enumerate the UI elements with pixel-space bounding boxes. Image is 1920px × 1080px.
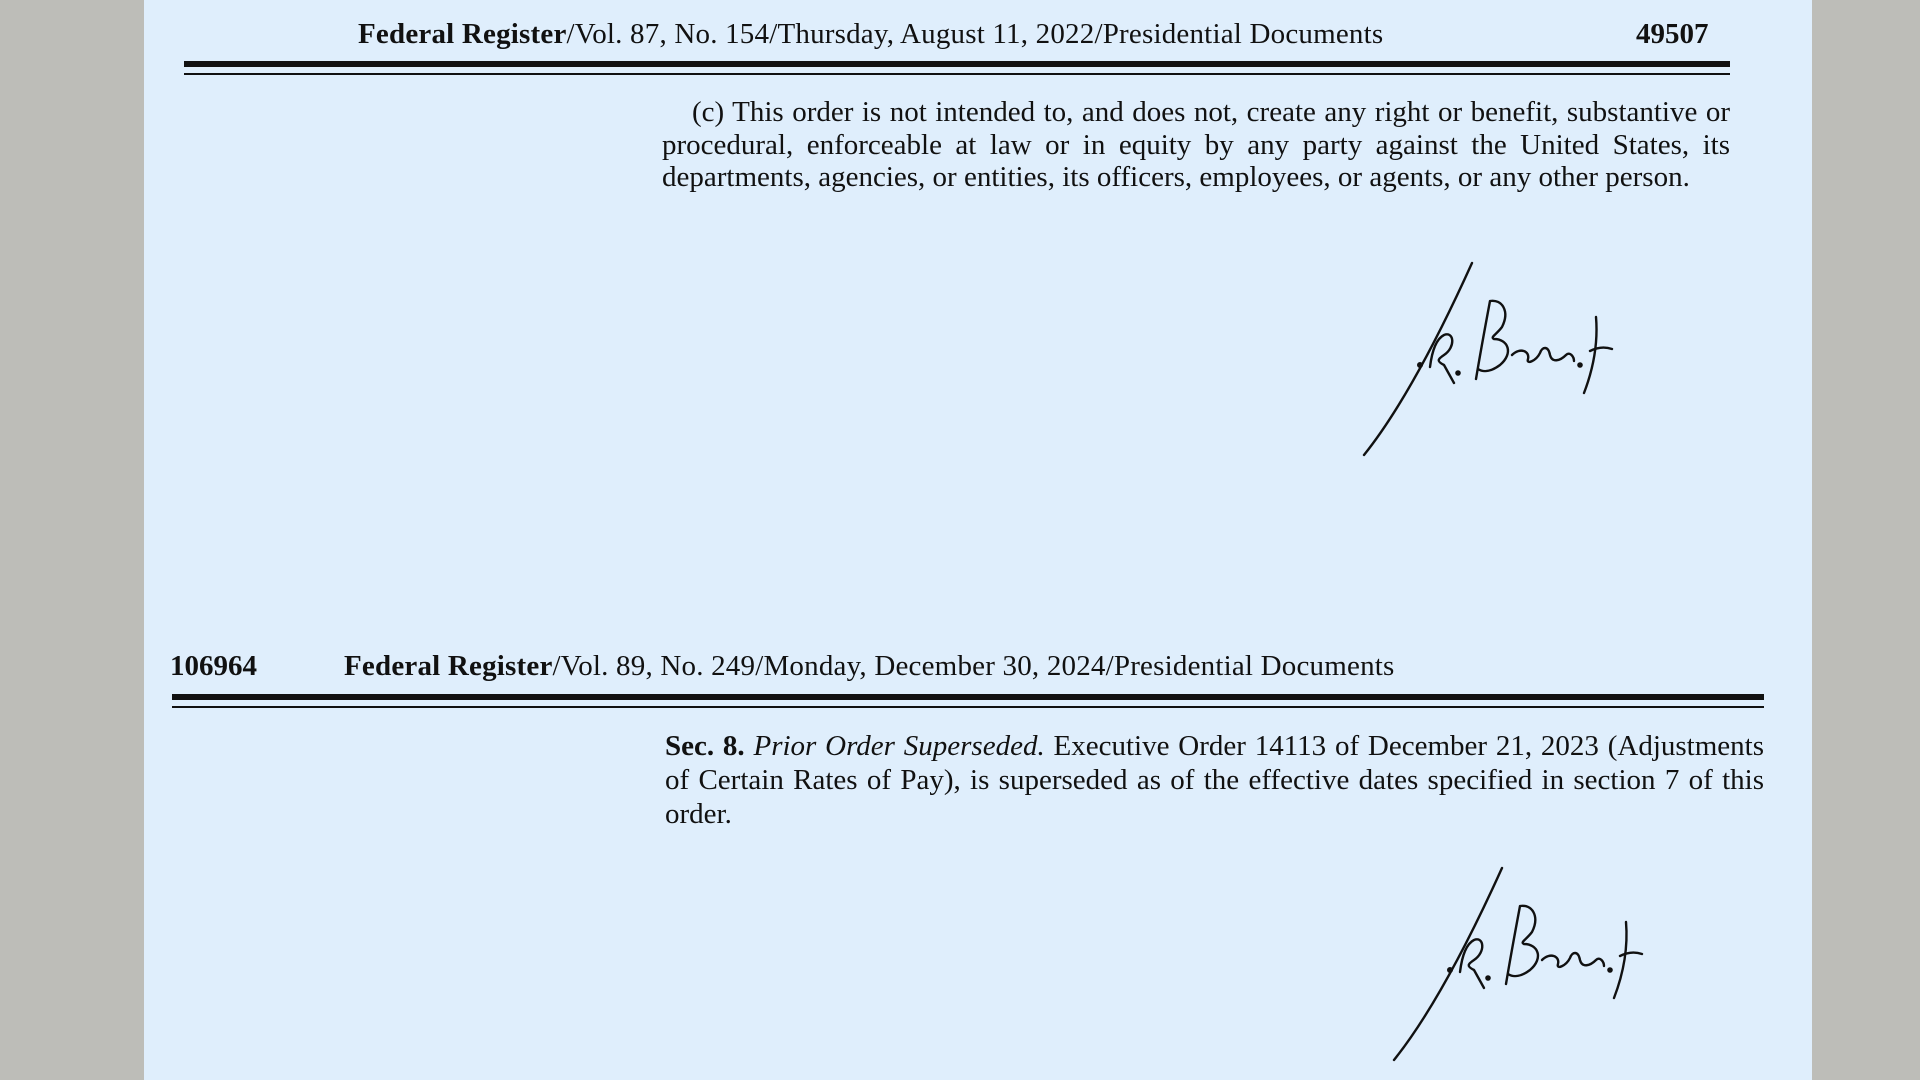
page2-header-details: /Vol. 89, No. 249/Monday, December 30, 2024/Presidential Documents [552, 650, 1395, 682]
page1-header-rule [184, 61, 1730, 67]
section-label: Sec. 8. [665, 730, 745, 762]
page1-header-details: /Vol. 87, No. 154/Thursday, August 11, 2022/Presidential Documents [566, 18, 1384, 50]
page1-header-rule-thin [184, 73, 1730, 75]
page2-header-rule [172, 694, 1764, 700]
page1-journal-name: Federal Register [358, 18, 567, 50]
page2-header [344, 650, 1395, 683]
page2-signature [1374, 860, 1654, 1075]
page1-header [358, 18, 1383, 51]
page2-section-8 [665, 729, 1764, 831]
section-text: Executive Order 14113 of December 21, 2023 (Adjustments of Certain Rates of Pay), is superseded as of the effective dates specified in section 7 of this order. [665, 730, 1765, 830]
page1-signature [1344, 255, 1624, 470]
page2-page-number: 106964 [170, 650, 257, 682]
document-page [144, 0, 1812, 1080]
page2-header-rule-thin [172, 706, 1764, 708]
section-title: Prior Order Superseded. [753, 730, 1045, 762]
page1-page-number: 49507 [1636, 18, 1709, 50]
page2-journal-name: Federal Register [344, 650, 553, 682]
page1-paragraph-c: (c) This order is not intended to, and does not, create any right or benefit, substantive or procedural, enforceable at law or in equity by any party against the United States, its departments, agencies, or entities, its officers, employees, or agents, or any other person. [662, 96, 1730, 193]
